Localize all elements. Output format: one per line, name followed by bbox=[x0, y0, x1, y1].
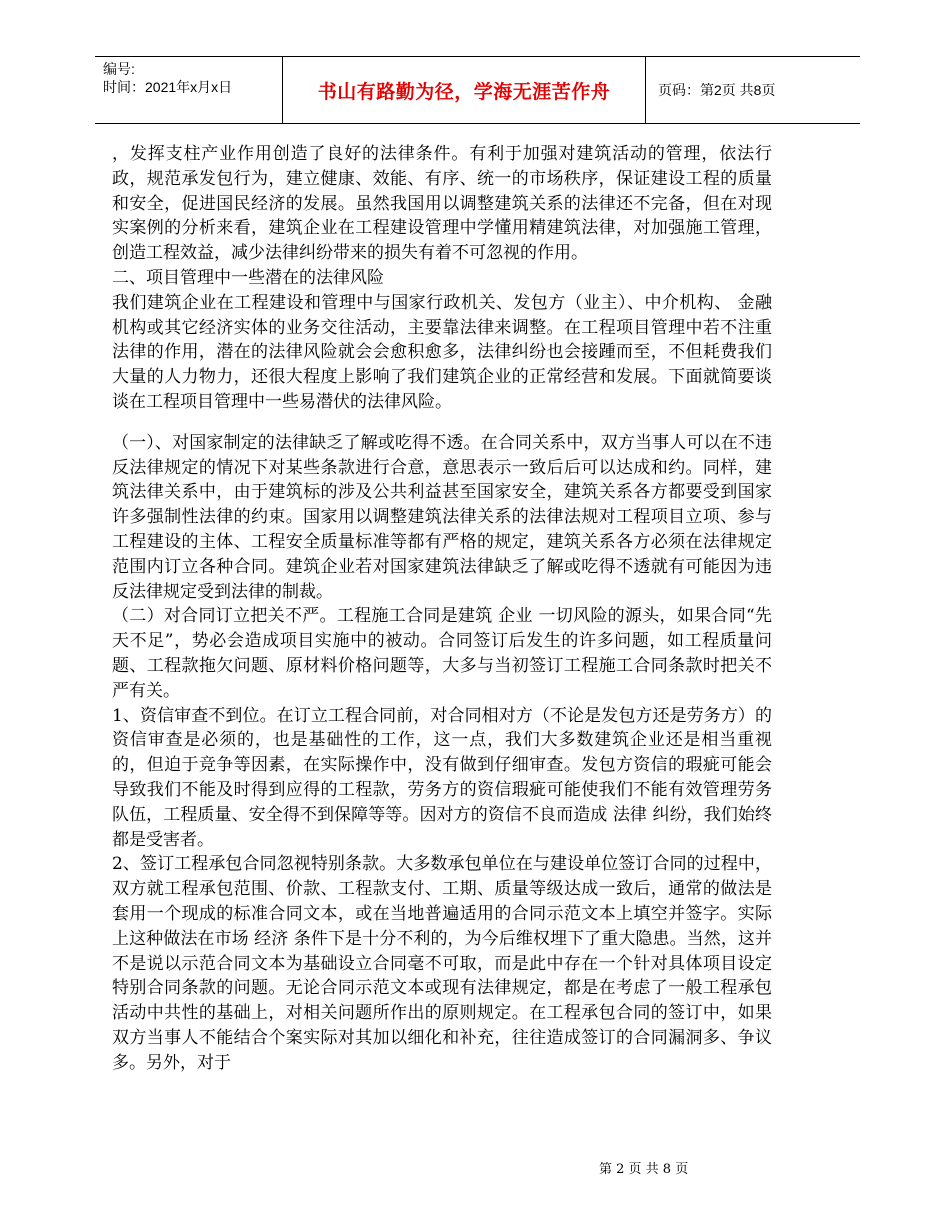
paragraph-point-two: （二）对合同订立把关不严。工程施工合同是建筑 企业 一切风险的源头，如果合同“先天不足”，势必会造成项目实施中的被动。合同签订后发生的许多问题，如工程质量问题、工程款拖欠问题、原材料价格问题等，大多与当初签订工程施工合同条款时把关不严有关。 bbox=[112, 606, 772, 701]
paragraph-intro: ，发挥支柱产业作用创造了良好的法律条件。有利于加强对建筑活动的管理，依法行政，规范承发包行为，建立健康、效能、有序、统一的市场秩序，保证建设工程的质量和安全，促进国民经济的发展。虽然我国用以调整建筑关系的法律还不完备，但在对现实案例的分析来看，建筑企业在工程建设管理中学懂用精建筑法律，对加强施工管理，创造工程效益，减少法律纠纷带来的损失有着不可忽视的作用。 bbox=[112, 144, 772, 264]
paragraph-item-1: 1、资信审查不到位。在订立工程合同前，对合同相对方（不论是发包方还是劳务方）的资信审查是必须的，也是基础性的工作，这一点，我们大多数建筑企业还是相当重视的，但迫于竞争等因素，在实际操作中，没有做到仔细审查。发包方资信的瑕疵可能会导致我们不能及时得到应得的工程款，劳务方的资信瑕疵可能使我们不能有效管理劳务队伍，工程质量、安全得不到保障等等。因对方的资信不良而造成 法律 纠纷，我们始终都是受害者。 bbox=[112, 705, 772, 850]
page-footer: 第 2 页 共 8 页 bbox=[599, 1162, 689, 1177]
paragraph-point-one: （一）、对国家制定的法律缺乏了解或吃得不透。在合同关系中，双方当事人可以在不违反法律规定的情况下对某些条款进行合意，意思表示一致后后可以达成和约。同样，建筑法律关系中，由于建筑标的涉及公共利益甚至国家安全，建筑关系各方都要受到国家许多强制性法律的约束。国家用以调整建筑法律关系的法律法规对工程项目立项、参与工程建设的主体、工程安全质量标准等都有严格的规定，建筑关系各方必须在法律规定范围内订立各种合同。建筑企业若对国家建筑法律缺乏了解或吃得不透就有可能因为违反法律规定受到法律的制裁。 bbox=[112, 432, 772, 602]
document-number-label: 编号: bbox=[103, 61, 135, 77]
section-heading: 二、项目管理中一些潜在的法律风险 bbox=[112, 267, 384, 288]
header-page-label: 页码：第2页 共8页 bbox=[658, 82, 776, 98]
page-header bbox=[95, 56, 860, 124]
document-time-label: 时间：2021年x月x日 bbox=[103, 79, 233, 95]
document-body bbox=[112, 142, 772, 1075]
paragraph-overview: 我们建筑企业在工程建设和管理中与国家行政机关、发包方（业主）、中介机构、 金融 机构或其它经济实体的业务交往活动，主要靠法律来调整。在工程项目管理中若不注重法律的作用，潜在的法律风险就会会愈积愈多，法律纠纷也会接踵而至，不但耗费我们大量的人力物力，还很大程度上影响了我们建筑企业的正常经营和发展。下面就简要谈谈在工程项目管理中一些易潜伏的法律风险。 bbox=[112, 292, 772, 412]
paragraph-item-2: 2、签订工程承包合同忽视特别条款。大多数承包单位在与建设单位签订合同的过程中，双方就工程承包范围、价款、工程款支付、工期、质量等级达成一致后，通常的做法是套用一个现成的标准合同文本，或在当地普遍适用的合同示范文本上填空并签字。实际上这种做法在市场 经济 条件下是十分不利的，为今后维权埋下了重大隐患。当然，这并不是说以示范合同文本为基础设立合同毫不可取，而是此中存在一个针对具体项目设定特别合同条款的问题。无论合同示范文本或现有法律规定，都是在考虑了一般工程承包活动中共性的基础上，对相关问题所作出的原则规定。在工程承包合同的签订中，如果双方当事人不能结合个案实际对其加以细化和补充，往往造成签订的合同漏洞多、争议多。另外，对于 bbox=[112, 854, 772, 1073]
header-motto: 书山有路勤为径，学海无涯苦作舟 bbox=[282, 57, 646, 123]
header-meta bbox=[95, 57, 282, 123]
